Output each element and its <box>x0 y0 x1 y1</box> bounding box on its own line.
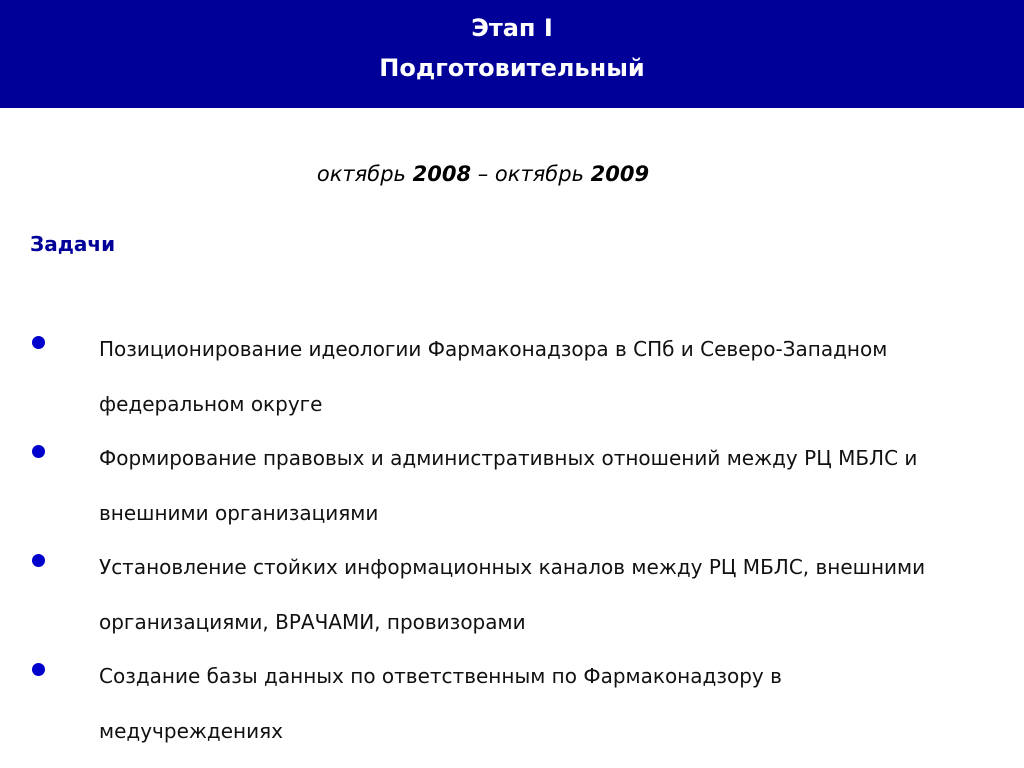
task-list <box>0 322 1024 758</box>
bullet-icon <box>32 336 45 349</box>
stage-subtitle: Подготовительный <box>379 54 645 82</box>
period-separator: – октябрь <box>471 162 591 186</box>
title-banner <box>0 0 1024 108</box>
task-text: Создание базы данных по ответственным по Фармаконадзору в медучреждениях <box>99 664 782 743</box>
stage-title: Этап I <box>471 14 553 42</box>
period-year-start: 2008 <box>412 162 472 186</box>
list-item <box>0 649 1024 758</box>
task-text: Позиционирование идеологии Фармаконадзора в СПб и Северо-Западном федеральном округе <box>99 337 888 416</box>
period-year-end: 2009 <box>590 162 650 186</box>
bullet-icon <box>32 663 45 676</box>
period-prefix: октябрь <box>316 162 413 186</box>
period-line <box>0 158 966 190</box>
bullet-icon <box>32 445 45 458</box>
bullet-icon <box>32 554 45 567</box>
list-item <box>0 322 1024 431</box>
task-text: Формирование правовых и административных отношений между РЦ МБЛС и внешними организациями <box>99 446 918 525</box>
task-text: Установление стойких информационных каналов между РЦ МБЛС, внешними организациями, ВРАЧАМИ, провизорами <box>99 555 926 634</box>
list-item <box>0 431 1024 540</box>
tasks-heading: Задачи <box>30 232 116 256</box>
list-item <box>0 540 1024 649</box>
